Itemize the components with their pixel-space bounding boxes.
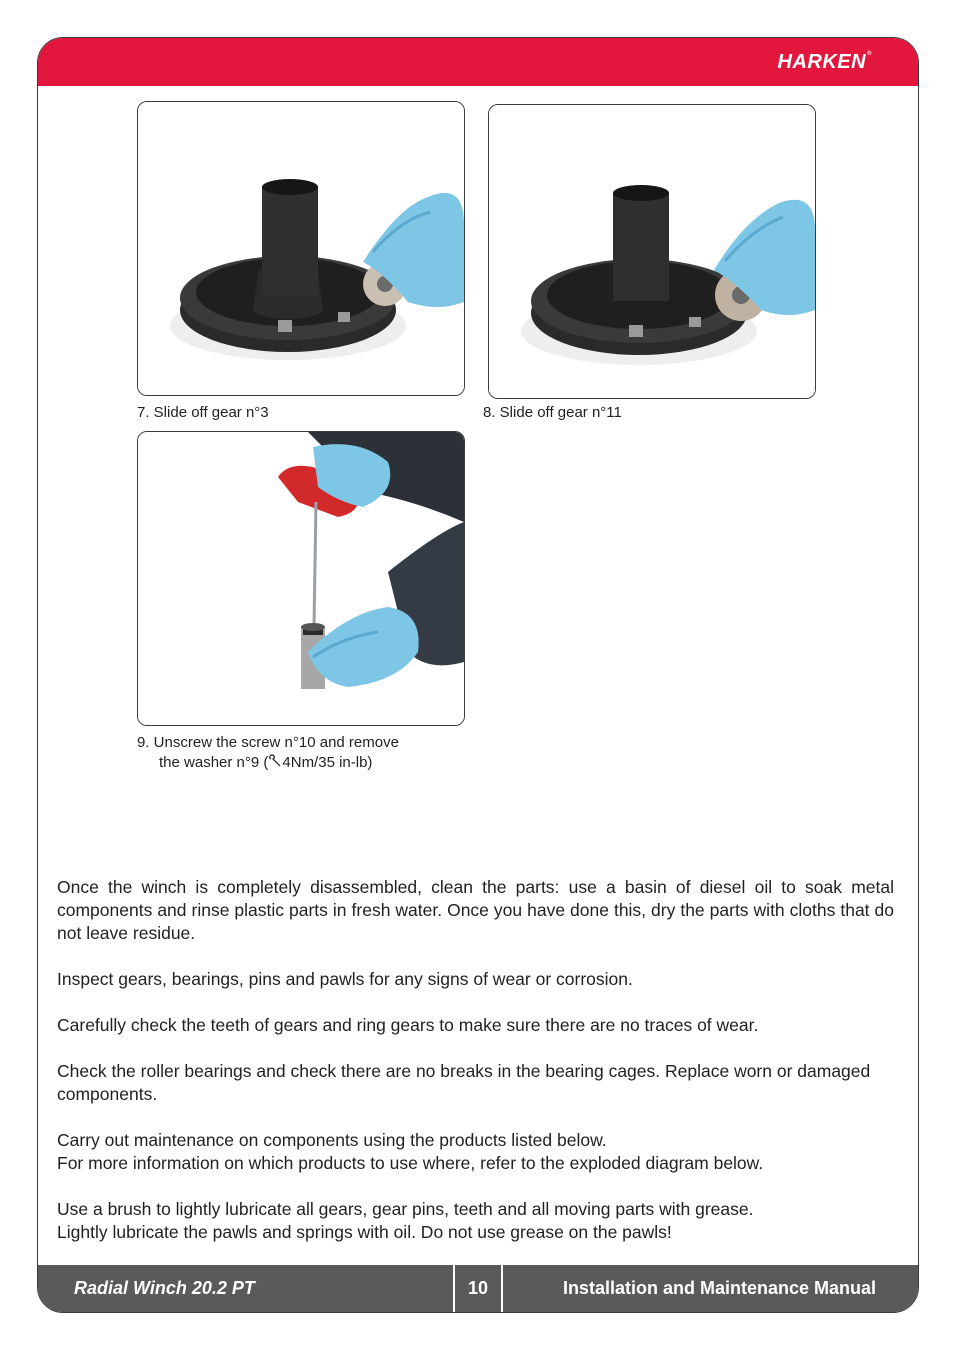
- wrench-icon: [268, 754, 282, 768]
- photo-unscrew-screw-10: [137, 431, 465, 726]
- paragraph-products: Carry out maintenance on components using the products listed below. For more information on which products to use where, refer to the exploded diagram below.: [57, 1130, 764, 1173]
- caption-figure-8: 8. Slide off gear n°11: [483, 404, 622, 421]
- caption-figure-9-line1: 9. Unscrew the screw n°10 and remove: [137, 734, 399, 751]
- harken-logo: HARKEN®: [777, 51, 872, 73]
- footer-product-title: Radial Winch 20.2 PT: [74, 1278, 255, 1298]
- paragraph-inspect: Inspect gears, bearings, pins and pawls for any signs of wear or corrosion.: [57, 969, 633, 989]
- page-number: 10: [453, 1265, 503, 1312]
- paragraph-cleaning: Once the winch is completely disassembled, clean the parts: use a basin of diesel oil to soak metal components and rinse plastic parts in fresh water. Once you have done this, dry the parts with cloths that do not leave residue.: [57, 877, 894, 943]
- caption-figure-9-line2: the washer n°9 ( 4Nm/35 in-lb): [159, 754, 373, 771]
- caption-figure-9: [137, 733, 399, 773]
- paragraph-lubricate: Use a brush to lightly lubricate all gears, gear pins, teeth and all moving parts with grease. Lightly lubricate the pawls and springs with oil. Do not use grease on the pawls!: [57, 1199, 754, 1242]
- maintenance-instructions: [57, 876, 894, 1267]
- photo-slide-off-gear-3: [137, 101, 465, 396]
- paragraph-check-teeth: Carefully check the teeth of gears and ring gears to make sure there are no traces of wear.: [57, 1015, 759, 1035]
- paragraph-roller-bearings: Check the roller bearings and check there are no breaks in the bearing cages. Replace worn or damaged components.: [57, 1061, 871, 1104]
- footer-manual-title: Installation and Maintenance Manual: [562, 1278, 876, 1298]
- header-bar: [38, 38, 918, 86]
- footer-bar: [38, 1265, 918, 1312]
- caption-figure-7: 7. Slide off gear n°3: [137, 404, 269, 421]
- photo-slide-off-gear-11: [488, 104, 816, 399]
